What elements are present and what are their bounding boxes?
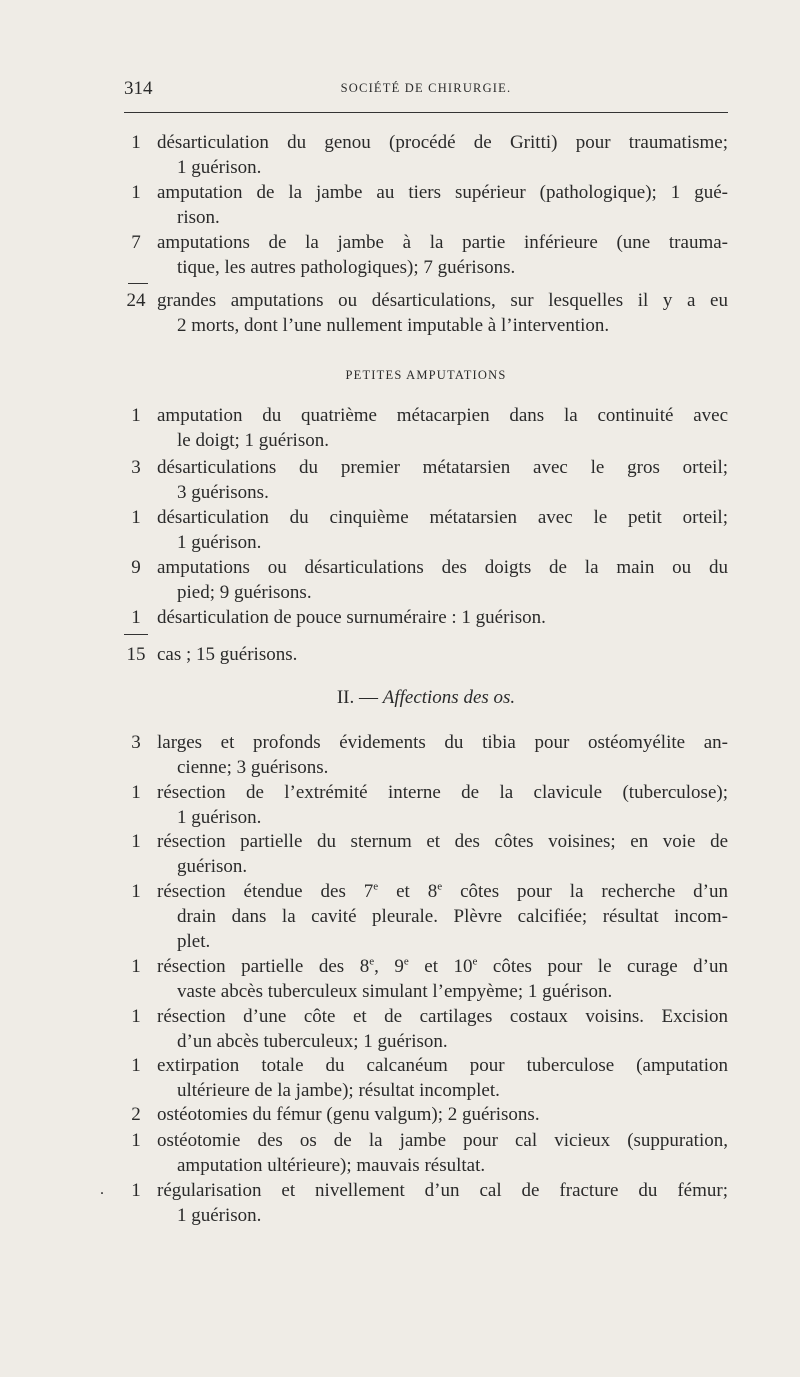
item-text-cont: 1 guérison. <box>177 807 262 828</box>
running-title: SOCIÉTÉ DE CHIRURGIE. <box>340 81 512 95</box>
item-count: 3 <box>131 457 141 478</box>
list-item <box>124 230 728 280</box>
item-count: 7 <box>131 232 141 253</box>
list-item <box>124 780 728 830</box>
section-heading: PETITES AMPUTATIONS <box>345 368 507 382</box>
list-item <box>124 730 728 780</box>
text-part: côtes pour le curage d’un <box>477 956 728 977</box>
item-text-cont: rison. <box>177 207 220 228</box>
item-count: 1 <box>131 1180 141 1201</box>
item-text-cont: ultérieure de la jambe); résultat incomplet. <box>177 1080 500 1101</box>
list-item <box>124 505 728 555</box>
list-item <box>124 829 728 879</box>
item-text: résection partielle du sternum et des côtes voisines; en voie de <box>157 831 728 852</box>
item-count: 1 <box>131 782 141 803</box>
list-item <box>124 130 728 180</box>
item-text-cont: drain dans la cavité pleurale. Plèvre calcifiée; résultat incom- <box>177 906 728 927</box>
list-item <box>124 180 728 230</box>
item-count: 1 <box>131 1055 141 1076</box>
list-item <box>124 879 728 954</box>
total-item <box>124 288 728 338</box>
item-count: 9 <box>131 557 141 578</box>
list-item <box>124 1102 728 1127</box>
item-text: désarticulation du genou (procédé de Gritti) pour traumatisme; <box>157 132 728 153</box>
item-count: 1 <box>131 1130 141 1151</box>
item-text: ostéotomies du fémur (genu valgum); 2 guérisons. <box>157 1104 540 1125</box>
page-number: 314 <box>124 78 153 99</box>
text-part: et 10 <box>408 956 473 977</box>
item-count: 3 <box>131 732 141 753</box>
list-item <box>124 455 728 505</box>
item-count: 1 <box>131 607 141 628</box>
item-text-cont: 1 guérison. <box>177 1205 262 1226</box>
item-count: 1 <box>131 881 141 902</box>
item-text: amputations ou désarticulations des doigts de la main ou du <box>157 557 728 578</box>
superscript: e <box>373 880 379 893</box>
item-text: grandes amputations ou désarticulations, sur lesquelles il y a eu <box>157 290 728 311</box>
item-count: 1 <box>131 132 141 153</box>
item-text-cont: 1 guérison. <box>177 157 262 178</box>
item-text: cas ; 15 guérisons. <box>157 644 298 665</box>
superscript: e <box>369 955 375 968</box>
list-item <box>124 1053 728 1103</box>
item-count: 1 <box>131 182 141 203</box>
list-item <box>124 954 728 1004</box>
superscript: e <box>403 955 409 968</box>
item-count: 1 <box>131 507 141 528</box>
item-text <box>157 954 728 979</box>
item-text-cont: amputation ultérieure); mauvais résultat. <box>177 1155 486 1176</box>
item-text: désarticulation de pouce surnuméraire : 1 guérison. <box>157 607 546 628</box>
item-text-cont: guérison. <box>177 856 248 877</box>
item-text-cont: vaste abcès tuberculeux simulant l’empyème; 1 guérison. <box>177 981 613 1002</box>
item-text-cont: cienne; 3 guérisons. <box>177 757 329 778</box>
superscript: e <box>437 880 443 893</box>
item-text: résection d’une côte et de cartilages costaux voisins. Excision <box>157 1006 728 1027</box>
header-rule <box>124 112 728 113</box>
page-header <box>124 78 728 106</box>
item-text: régularisation et nivellement d’un cal de fracture du fémur; <box>157 1180 728 1201</box>
item-text-cont: le doigt; 1 guérison. <box>177 430 329 451</box>
margin-mark: . <box>100 1181 104 1198</box>
section-title: Affections des os. <box>382 687 516 708</box>
item-text: désarticulation du cinquième métatarsien avec le petit orteil; <box>157 507 728 528</box>
text-part: côtes pour la recherche d’un <box>442 881 729 902</box>
item-text: amputation du quatrième métacarpien dans la continuité avec <box>157 405 728 426</box>
item-text-cont: pied; 9 guérisons. <box>177 582 312 603</box>
section-roman: II. — <box>336 687 378 708</box>
text-part: résection étendue des 7 <box>157 881 374 902</box>
list-item <box>124 1178 728 1228</box>
item-text-cont: tique, les autres pathologiques); 7 guérisons. <box>177 257 516 278</box>
list-item <box>124 403 728 453</box>
total-item <box>124 642 728 667</box>
item-text-cont: d’un abcès tuberculeux; 1 guérison. <box>177 1031 448 1052</box>
item-text: larges et profonds évidements du tibia pour ostéomyélite an- <box>157 732 728 753</box>
section-subtitle <box>124 687 728 709</box>
item-count: 1 <box>131 831 141 852</box>
item-text: extirpation totale du calcanéum pour tuberculose (amputation <box>157 1055 728 1076</box>
total-count: 24 <box>126 290 146 311</box>
text-part: et 8 <box>378 881 438 902</box>
item-text: amputation de la jambe au tiers supérieur (pathologique); 1 gué- <box>157 182 728 203</box>
item-text-cont: plet. <box>177 931 211 952</box>
sum-rule <box>124 634 148 635</box>
item-text <box>157 879 728 904</box>
item-text-cont: 1 guérison. <box>177 532 262 553</box>
item-text: désarticulations du premier métatarsien avec le gros orteil; <box>157 457 728 478</box>
list-item <box>124 555 728 605</box>
text-part: résection partielle des 8 <box>157 956 370 977</box>
item-count: 2 <box>131 1104 141 1125</box>
list-item <box>124 1128 728 1178</box>
item-text: ostéotomie des os de la jambe pour cal vicieux (suppuration, <box>157 1130 728 1151</box>
item-text: amputations de la jambe à la partie inférieure (une trauma- <box>157 232 728 253</box>
item-text-cont: 2 morts, dont l’une nullement imputable à l’intervention. <box>177 315 610 336</box>
superscript: e <box>472 955 478 968</box>
list-item <box>124 605 728 630</box>
sum-rule <box>128 283 148 284</box>
item-count: 1 <box>131 1006 141 1027</box>
item-count: 1 <box>131 405 141 426</box>
item-text: résection de l’extrémité interne de la clavicule (tuberculose); <box>157 782 728 803</box>
item-count: 1 <box>131 956 141 977</box>
item-text-cont: 3 guérisons. <box>177 482 269 503</box>
text-part: , 9 <box>374 956 404 977</box>
list-item <box>124 1004 728 1054</box>
total-count: 15 <box>126 644 146 665</box>
